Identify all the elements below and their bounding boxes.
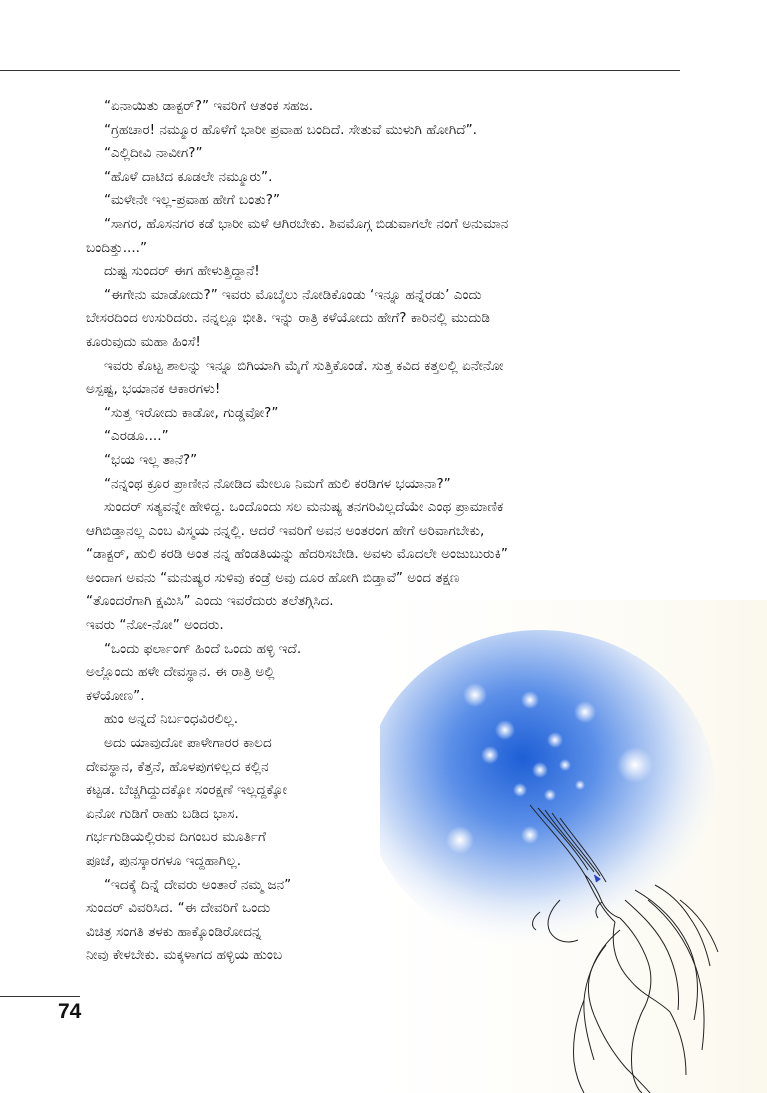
text-line: ದುಷ್ಟ ಸುಂದರ್ ಈಗ ಹೇಳುತ್ತಿದ್ದಾನೆ! <box>104 263 260 280</box>
text-line: ಬೇಸರದಿಂದ ಉಸುರಿದರು. ನನ್ನಲ್ಲೂ ಭೀತಿ. ಇನ್ನು ರಾತ್ರಿ ಕಳೆಯೋದು ಹೇಗೆ? ಕಾರಿನಲ್ಲಿ ಮುದುಡಿ <box>86 310 490 327</box>
text-line: ಸುಂದರ್ ಸತ್ಯವನ್ನೇ ಹೇಳಿದ್ದ. ಒಂದೊಂದು ಸಲ ಮನುಷ್ಯ ತನಗರಿವಿಲ್ಲದೆಯೇ ಎಂಥ ಪ್ರಾಮಾಣಿಕ <box>104 499 504 516</box>
text-line: ವಿಚಿತ್ರ ಸಂಗತಿ ತಳಕು ಹಾಕ್ಕೊಂಡಿರೋದನ್ನ <box>86 923 262 940</box>
text-line: “ಈಗೇನು ಮಾಡೋದು?” ಇವರು ಮೊಬೈಲು ನೋಡಿಕೊಂಡು ‘ಇನ್ನೂ ಹನ್ನೆರಡು’ ಎಂದು <box>104 286 482 303</box>
text-line: “ಹೊಳೆ ದಾಟಿದ ಕೂಡಲೇ ನಮ್ಮೂರು”. <box>104 168 273 185</box>
text-line: “ತೊಂದರೆಗಾಗಿ ಕ್ಷಮಿಸಿ” ಎಂದು ಇವರೆದುರು ತಲೆತಗ್ಗಿಸಿದ. <box>86 593 334 610</box>
text-line: “ಸುತ್ತ ಇರೋದು ಕಾಡೋ, ಗುಡ್ಡವೋ?” <box>104 404 279 421</box>
text-line: “ಏನಾಯಿತು ಡಾಕ್ಟರ್?” ಇವರಿಗೆ ಆತಂಕ ಸಹಜ. <box>104 98 314 114</box>
text-line: ಪೂಜೆ, ಪುನಸ್ಕಾರಗಳೂ ಇದ್ದಹಾಗಿಲ್ಲ. <box>86 853 242 869</box>
footer-rule <box>0 996 80 997</box>
text-line: ದೇವಸ್ಥಾನ, ಕೆತ್ತನೆ, ಹೊಳಪುಗಳಿಲ್ಲದ ಕಲ್ಲಿನ <box>86 758 269 775</box>
body-text <box>86 95 686 968</box>
text-line: ಏನೋ ಗುಡಿಗೆ ರಾಹು ಬಡಿದ ಭಾಸ. <box>86 805 239 822</box>
text-line: ಅಂದಾಗ ಅವನು “ಮನುಷ್ಯರ ಸುಳಿವು ಕಂಡ್ರೆ ಅವು ದೂರ ಹೋಗಿ ಬಿಡ್ತಾವೆ” ಅಂದ ತಕ್ಷಣ <box>86 569 460 586</box>
text-line: ಬಂದಿತ್ತು....” <box>86 239 148 256</box>
text-line: ಇವರು “ನೋ-ನೋ” ಅಂದರು. <box>86 617 224 634</box>
text-line: ಅದು ಯಾವುದೋ ಪಾಳೇಗಾರರ ಕಾಲದ <box>104 735 272 752</box>
text-line: “ಮಳೇನೇ ಇಲ್ಲ-ಪ್ರವಾಹ ಹೇಗೆ ಬಂತು?” <box>104 192 281 209</box>
text-line: ಇವರು ಕೊಟ್ಟ ಶಾಲನ್ನು ಇನ್ನೂ ಬಿಗಿಯಾಗಿ ಮೈಗೆ ಸುತ್ತಿಕೊಂಡೆ. ಸುತ್ತ ಕವಿದ ಕತ್ತಲಲ್ಲಿ ಏನೇನೋ <box>104 357 504 374</box>
text-line: “ಡಾಕ್ಟರ್, ಹುಲಿ ಕರಡಿ ಅಂತ ನನ್ನ ಹೆಂಡತಿಯನ್ನು ಹೆದರಿಸಬೇಡಿ. ಅವಳು ಮೊದಲೇ ಅಂಜುಬುರುಕಿ” <box>86 546 508 563</box>
text-line: “ಗ್ರಹಚಾರ! ನಮ್ಮೂರ ಹೊಳೆಗೆ ಭಾರೀ ಪ್ರವಾಹ ಬಂದಿದೆ. ಸೇತುವೆ ಮುಳುಗಿ ಹೋಗಿದೆ”. <box>104 121 477 138</box>
text-line: ಗರ್ಭಗುಡಿಯಲ್ಲಿರುವ ದಿಗಂಬರ ಮೂರ್ತಿಗೆ <box>86 829 266 846</box>
text-line: ಕಟ್ಟಡ. ಬೆಚ್ಚಗಿದ್ದುದಕ್ಕೋ ಸಂರಕ್ಷಣೆ ಇಲ್ಲದ್ದಕ್ಕೋ <box>86 782 287 799</box>
text-line: “ನನ್ನಂಥ ಕ್ರೂರ ಪ್ರಾಣೀನ ನೋಡಿದ ಮೇಲೂ ನಿಮಗೆ ಹುಲಿ ಕರಡಿಗಳ ಭಯಾನಾ?” <box>104 475 451 492</box>
text-line: ಕಳೆಯೋಣ”. <box>86 687 145 704</box>
text-line: “ಎಲ್ಲಿದೀವಿ ನಾವೀಗ?” <box>104 145 203 162</box>
text-line: “ಇದಕ್ಕೆ ದಿನ್ನೆ ದೇವರು ಅಂತಾರೆ ನಮ್ಮ ಜನ” <box>104 876 292 893</box>
text-line: ಅಲ್ಲೊಂದು ಹಳೇ ದೇವಸ್ಥಾನ. ಈ ರಾತ್ರಿ ಅಲ್ಲಿ <box>86 664 275 681</box>
text-line: ಆಗಿಬಿಡ್ತಾನಲ್ಲ ಎಂಬ ವಿಸ್ಮಯ ನನ್ನಲ್ಲಿ. ಆದರೆ ಇವರಿಗೆ ಅವನ ಅಂತರಂಗ ಹೇಗೆ ಅರಿವಾಗಬೇಕು, <box>86 522 485 539</box>
page-number: 74 <box>58 1000 82 1023</box>
text-line: ನೀವು ಕೇಳಬೇಕು. ಮಕ್ಕಳಾಗದ ಹಳ್ಳಿಯ ಹುಂಬ <box>86 947 283 964</box>
text-line: ಹುಂ ಅನ್ನದೆ ನಿರ್ಬಂಧವಿರಲಿಲ್ಲ. <box>104 711 239 728</box>
text-line: “ಎರಡೂ....” <box>104 428 169 445</box>
text-line: ಸುಂದರ್ ವಿವರಿಸಿದ. “ಈ ದೇವರಿಗೆ ಒಂದು <box>86 900 271 917</box>
text-line: “ಒಂದು ಫರ್ಲಾಂಗ್ ಹಿಂದೆ ಒಂದು ಹಳ್ಳಿ ಇದೆ. <box>104 640 302 657</box>
text-line: “ಸಾಗರ, ಹೊಸನಗರ ಕಡೆ ಭಾರೀ ಮಳೆ ಆಗಿರಬೇಕು. ಶಿವಮೊಗ್ಗ ಬಿಡುವಾಗಲೇ ನಂಗೆ ಅನುಮಾನ <box>104 215 509 232</box>
text-line: ಅಸ್ಪಷ್ಟ, ಭಯಾನಕ ಆಕಾರಗಳು! <box>86 381 221 398</box>
text-line: “ಭಯ ಇಲ್ಲ ತಾನೆ?” <box>104 451 198 468</box>
text-line: ಕೂರುವುದು ಮಹಾ ಹಿಂಸೆ! <box>86 333 201 350</box>
header-rule <box>0 70 680 71</box>
